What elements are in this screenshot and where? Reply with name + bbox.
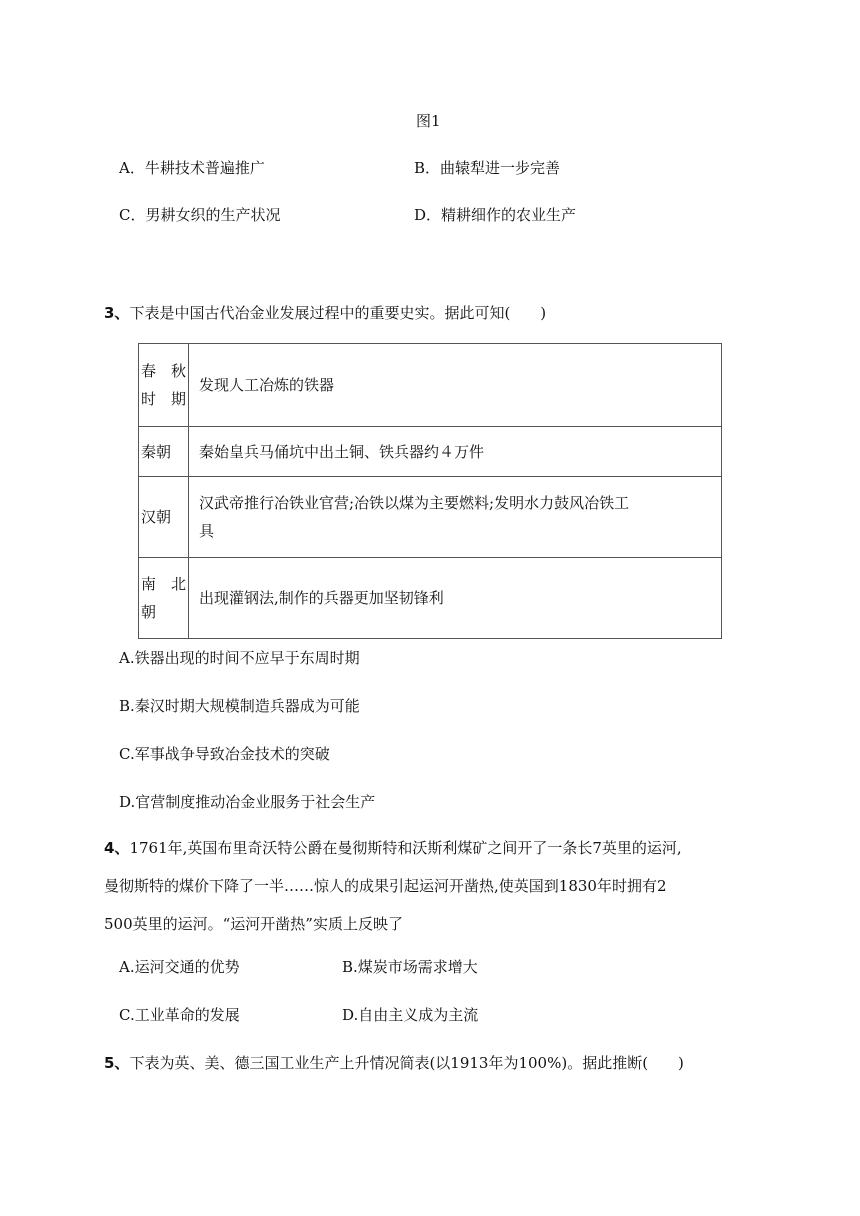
question-5-stem: 下表为英、美、德三国工业生产上升情况简表(以1913年为100%)。据此推断( ): [129, 1054, 684, 1072]
fact-cell: 汉武帝推行冶铁业官营;冶铁以煤为主要燃料;发明水力鼓风冶铁工 具: [189, 477, 722, 558]
q4-option-d: D.自由主义成为主流: [342, 1006, 479, 1024]
q2-option-b: B．曲辕犁进一步完善: [414, 159, 561, 177]
q2-option-c: C．男耕女织的生产状况: [119, 206, 281, 224]
question-4-line-2: 曼彻斯特的煤价下降了一半……惊人的成果引起运河开凿热,使英国到1830年时拥有2: [104, 877, 667, 895]
metallurgy-history-table: [138, 343, 722, 639]
question-4-line-3: 500英里的运河。“运河开凿热”实质上反映了: [104, 915, 403, 933]
question-4-line-1: 1761年,英国布里奇沃特公爵在曼彻斯特和沃斯利煤矿之间开了一条长7英里的运河,: [129, 839, 682, 857]
table-row: [139, 558, 722, 639]
fact-cell: 秦始皇兵马俑坑中出土铜、铁兵器约４万件: [189, 427, 722, 477]
table-row: [139, 427, 722, 477]
question-5-number: 5、: [104, 1054, 130, 1072]
question-3-stem: 下表是中国古代冶金业发展过程中的重要史实。据此可知( ): [129, 304, 547, 322]
q4-option-c: C.工业革命的发展: [119, 1006, 240, 1024]
q3-option-c: C.军事战争导致冶金技术的突破: [119, 745, 330, 763]
fact-cell: 出现灌钢法,制作的兵器更加坚韧锋利: [189, 558, 722, 639]
q4-option-a: A.运河交通的优势: [119, 958, 240, 976]
period-cell: 南 北 朝: [139, 558, 189, 639]
question-3: [104, 302, 546, 323]
q2-option-a: A．牛耕技术普遍推广: [119, 159, 265, 177]
q3-option-a: A.铁器出现的时间不应早于东周时期: [119, 649, 360, 667]
period-cell: 秦朝: [139, 427, 189, 477]
question-4-number: 4、: [104, 839, 130, 857]
question-5: [104, 1052, 684, 1073]
figure-caption: 图1: [416, 112, 441, 130]
fact-cell: 发现人工冶炼的铁器: [189, 344, 722, 427]
q3-option-b: B.秦汉时期大规模制造兵器成为可能: [119, 697, 360, 715]
table-row: [139, 477, 722, 558]
q3-option-d: D.官营制度推动冶金业服务于社会生产: [119, 793, 376, 811]
table-row: [139, 344, 722, 427]
q2-option-d: D．精耕细作的农业生产: [414, 206, 577, 224]
period-cell: 汉朝: [139, 477, 189, 558]
period-cell: 春 秋 时期: [139, 344, 189, 427]
question-4: [104, 829, 682, 943]
q4-option-b: B.煤炭市场需求增大: [342, 958, 478, 976]
question-3-number: 3、: [104, 304, 130, 322]
